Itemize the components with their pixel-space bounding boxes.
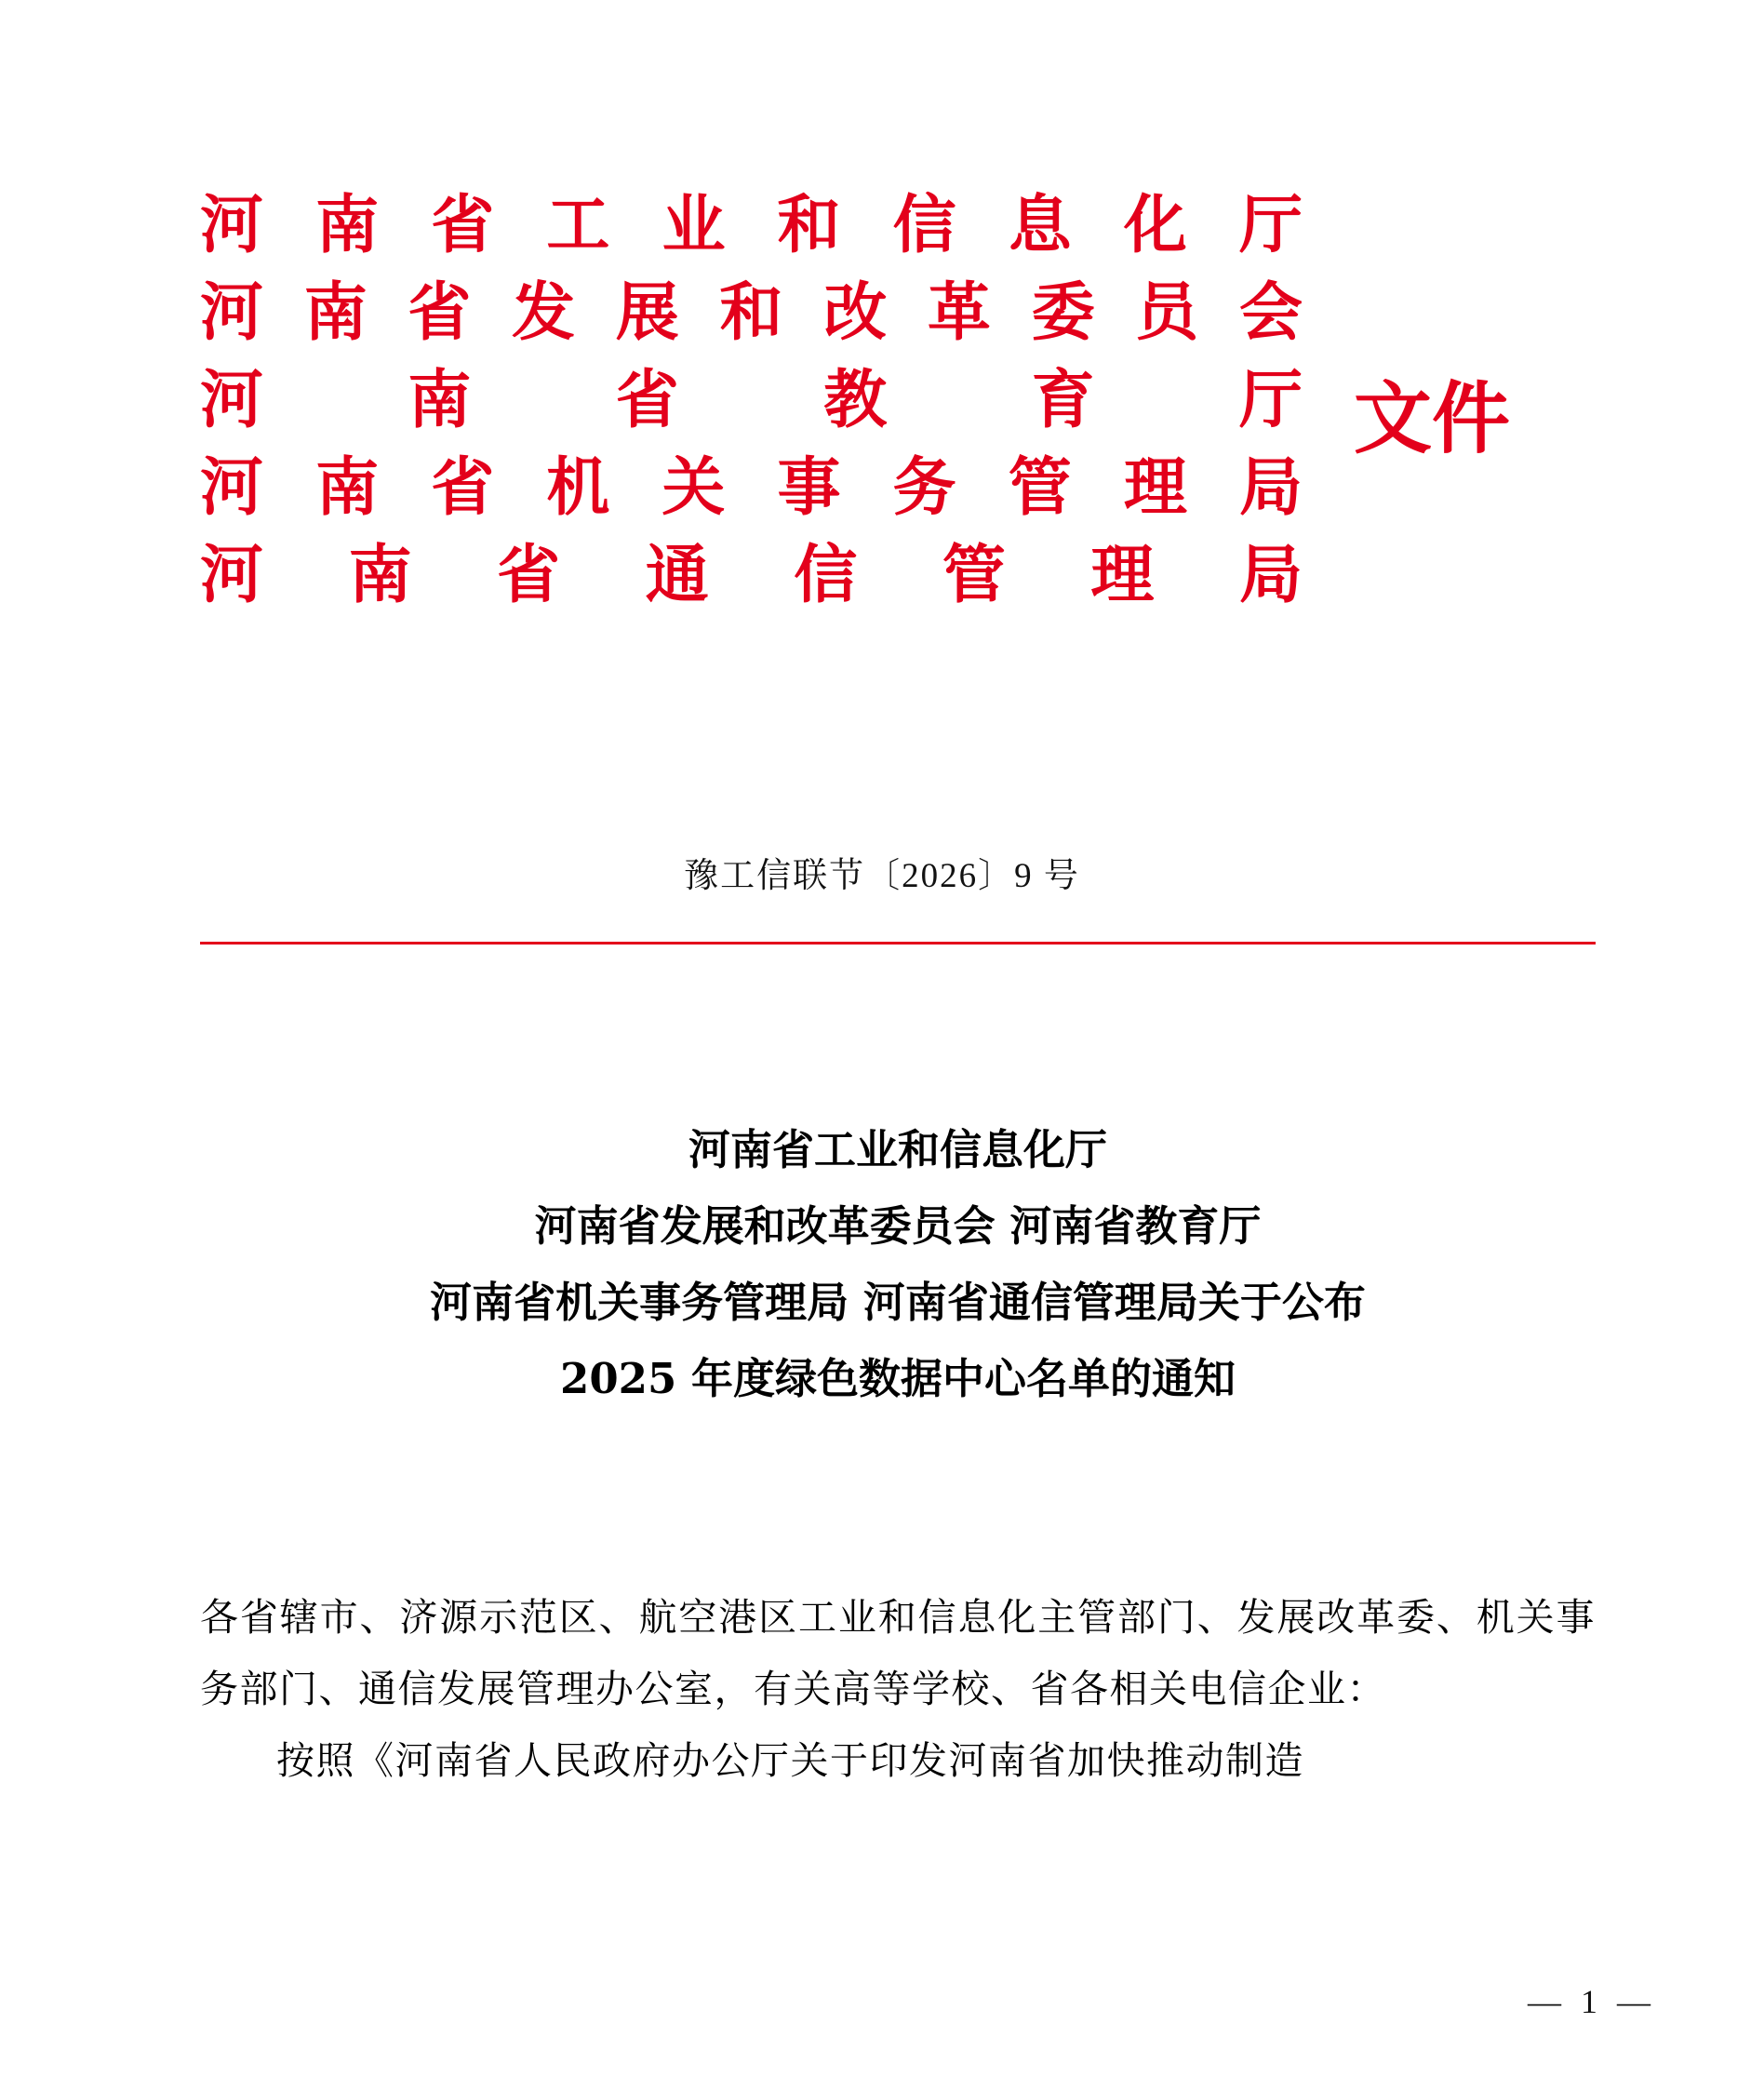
letterhead-row — [200, 181, 1596, 619]
document-body — [200, 1582, 1596, 1797]
letterhead-wenjian-label: 文件 — [1354, 372, 1511, 464]
page-number: — 1 — — [1528, 1983, 1656, 2020]
letterhead-agency-lines — [200, 181, 1344, 619]
document-title — [200, 1112, 1596, 1417]
body-paragraph-1: 按照《河南省人民政府办公厅关于印发河南省加快推动制造 — [276, 1739, 1304, 1782]
letterhead-line-3: 河南省教育厅 — [200, 363, 1303, 437]
letterhead-line-1: 河南省工业和信息化厅 — [200, 188, 1303, 262]
letterhead-line-2: 河南省发展和改革委员会 — [200, 275, 1303, 350]
letterhead-line-4: 河南省机关事务管理局 — [200, 450, 1303, 525]
document-title-line-1: 河南省工业和信息化厅 — [688, 1125, 1107, 1174]
letterhead — [200, 181, 1596, 619]
red-divider-line — [200, 942, 1596, 945]
document-title-line-4: 2025 年度绿色数据中心名单的通知 — [560, 1354, 1236, 1403]
document-title-line-2: 河南省发展和改革委员会 河南省教育厅 — [534, 1201, 1262, 1251]
letterhead-line-5: 河南省通信管理局 — [200, 538, 1303, 612]
body-paragraph-recipients: 各省辖市、济源示范区、航空港区工业和信息化主管部门、发展改革委、机关事务部门、通信发展管理办公室，有关高等学校、省各相关电信企业： — [200, 1596, 1596, 1710]
document-title-line-3: 河南省机关事务管理局 河南省通信管理局关于公布 — [430, 1278, 1366, 1327]
document-number: 豫工信联节〔2026〕9 号 — [684, 857, 1080, 895]
